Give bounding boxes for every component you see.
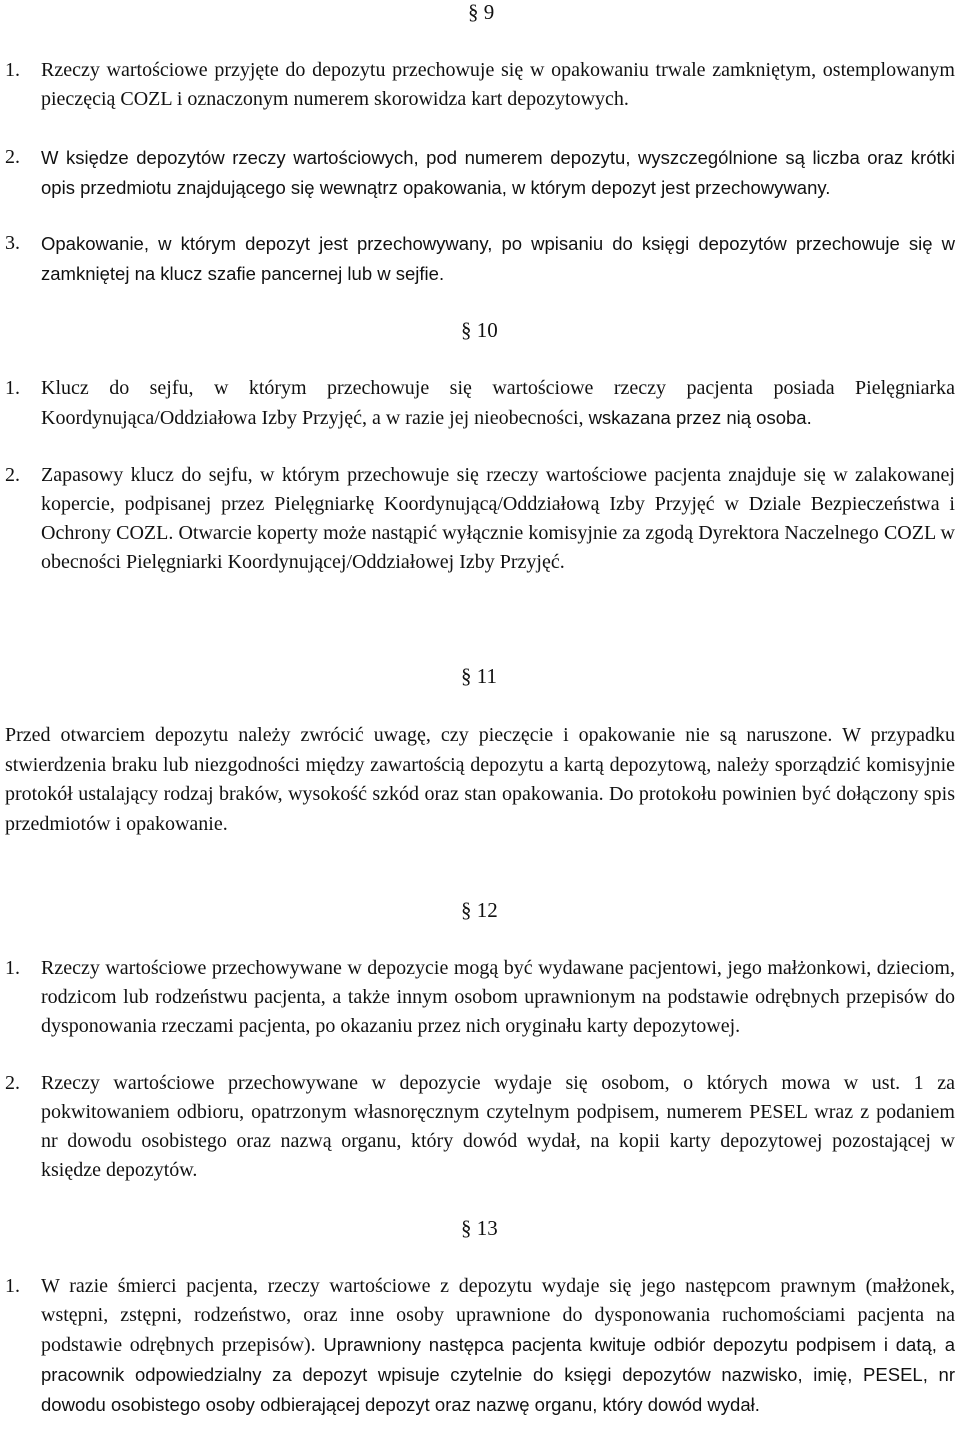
list-item bbox=[5, 461, 955, 577]
item-text: Rzeczy wartościowe przechowywane w depozycie wydaje się osobom, o których mowa w ust. 1 za pokwitowaniem odbioru, opatrzonym własnoręcznym czytelnym podpisem, numerem PESEL wraz z podaniem nr dowodu osobistego oraz nazwą organu, który dowód wydał, na kopii karty depozytowej pozostającej w księdze depozytów. bbox=[41, 1072, 955, 1181]
list-item bbox=[5, 1069, 955, 1185]
section-heading: § 10 bbox=[461, 318, 498, 342]
paragraph bbox=[5, 721, 955, 839]
section-heading: § 9 bbox=[468, 0, 495, 24]
item-text: Opakowanie, w którym depozyt jest przechowywany, po wpisaniu do księgi depozytów przechowuje się w zamkniętej na klucz szafie pancernej lub w sejfie. bbox=[41, 233, 955, 284]
list-item bbox=[5, 56, 955, 114]
item-number: 2. bbox=[5, 464, 20, 486]
item-text: wskazana przez nią osoba. bbox=[588, 407, 812, 428]
list-item bbox=[5, 954, 955, 1041]
item-text: W księdze depozytów rzeczy wartościowych, pod numerem depozytu, wyszczególnione są liczba oraz krótki opis przedmiotu znajdującego się wewnątrz opakowania, w którym depozyt jest przechowywany. bbox=[41, 147, 955, 198]
section-heading: § 12 bbox=[461, 898, 498, 922]
list-item bbox=[5, 1272, 955, 1420]
item-number: 2. bbox=[5, 146, 20, 168]
item-number: 2. bbox=[5, 1072, 20, 1094]
item-text: Rzeczy wartościowe przechowywane w depozycie mogą być wydawane pacjentowi, jego małżonkowi, dzieciom, rodzicom lub rodzeństwu pacjenta, a także innym osobom uprawnionym na podstawie odrębnych przepisów do dysponowania rzeczami pacjenta, po okazaniu przez nich oryginału karty depozytowej. bbox=[41, 957, 955, 1037]
item-text: Klucz do sejfu, w którym przechowuje się wartościowe rzeczy pacjenta posiada Pielęgniarka Koordynująca/Oddziałowa Izby Przyjęć, a w razie jej nieobecności, bbox=[41, 377, 955, 429]
list-item bbox=[5, 143, 955, 203]
item-text: Rzeczy wartościowe przyjęte do depozytu przechowuje się w opakowaniu trwale zamkniętym, ostemplowanym pieczęcią COZL i oznaczonym numerem skorowidza kart depozytowych. bbox=[41, 59, 955, 110]
list-item bbox=[5, 229, 955, 289]
item-number: 1. bbox=[5, 1275, 20, 1297]
item-number: 1. bbox=[5, 377, 20, 399]
item-text: Uprawniony następca pacjenta kwituje odbiór depozytu podpisem i datą, a pracownik odpowiedzialny za depozyt wpisuje czytelnie do księgi depozytów nazwisko, imię, PESEL, nr dowodu osobistego osoby odbierającej depozyt oraz nazwę organu, który dowód wydał. bbox=[41, 1334, 955, 1415]
item-text: W razie śmierci pacjenta, rzeczy wartościowe z depozytu wydaje się jego następcom prawnym (małżonek, wstępni, zstępni, rodzeństwo, oraz inne osoby uprawnione do dysponowania ruchomościami pacjenta na podstawie odrębnych przepisów). bbox=[41, 1275, 955, 1356]
section-heading: § 13 bbox=[461, 1216, 498, 1240]
item-text: Zapasowy klucz do sejfu, w którym przechowuje się rzeczy wartościowe pacjenta znajduje się w zalakowanej kopercie, podpisanej przez Pielęgniarkę Koordynującą/Oddziałową Izby Przyjęć w Dziale Bezpieczeństwa i Ochrony COZL. Otwarcie koperty może nastąpić wyłącznie komisyjnie za zgodą Dyrektora Naczelnego COZL w obecności Pielęgniarki Koordynującej/Oddziałowej Izby Przyjęć. bbox=[41, 464, 955, 573]
item-number: 1. bbox=[5, 59, 20, 81]
paragraph-text: Przed otwarciem depozytu należy zwrócić uwagę, czy pieczęcie i opakowanie nie są naruszone. W przypadku stwierdzenia braku lub niezgodności między zawartością depozytu a kartą depozytową, należy sporządzić komisyjnie protokół ustalający rodzaj braków, wysokość szkód oraz stan opakowania. Do protokołu powinien być dołączony spis przedmiotów i opakowanie. bbox=[5, 724, 955, 835]
item-number: 3. bbox=[5, 232, 20, 254]
list-item bbox=[5, 374, 955, 433]
section-heading: § 11 bbox=[461, 664, 497, 688]
item-number: 1. bbox=[5, 957, 20, 979]
